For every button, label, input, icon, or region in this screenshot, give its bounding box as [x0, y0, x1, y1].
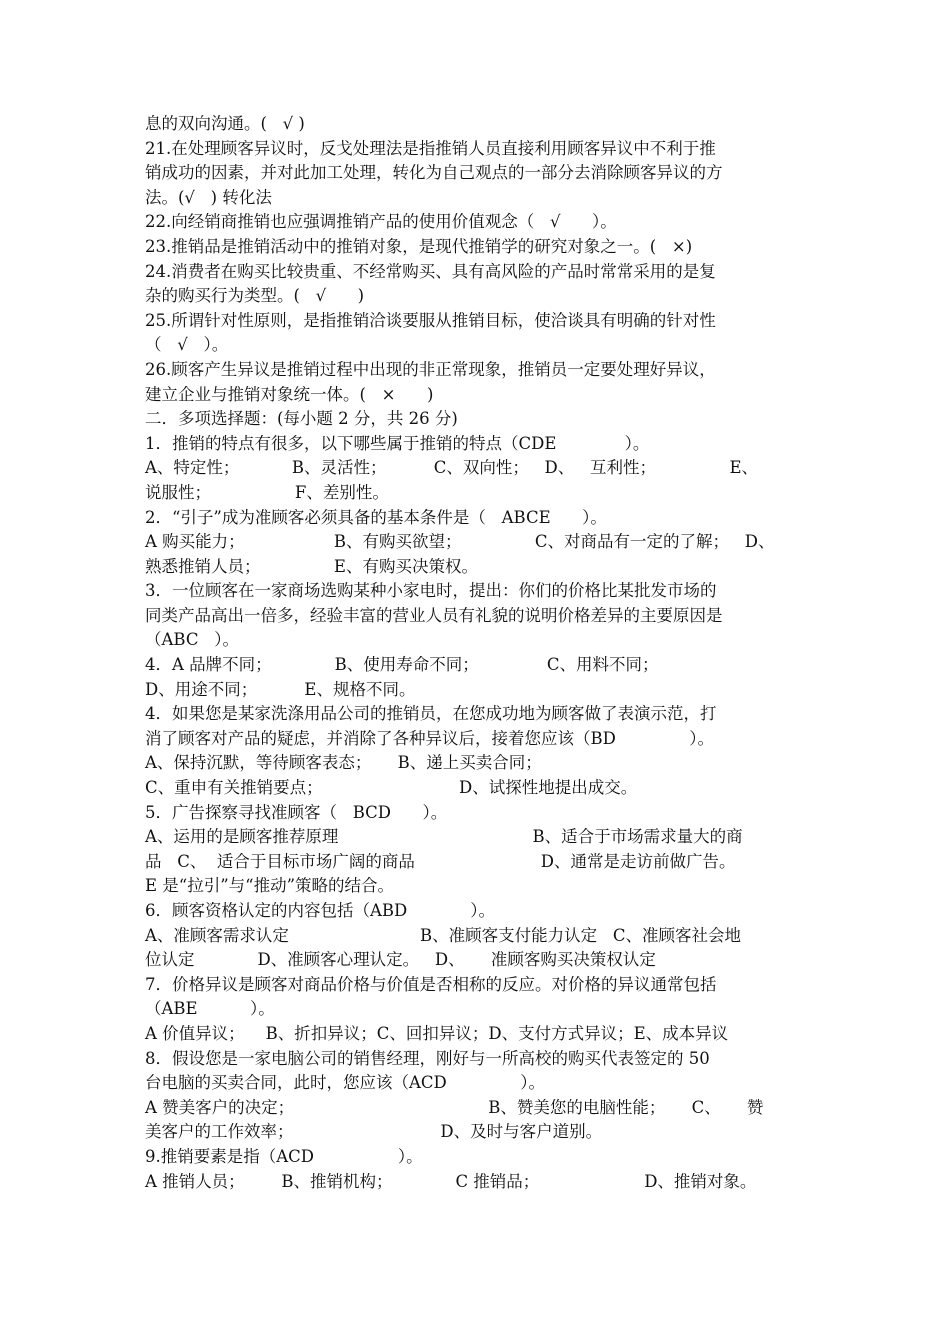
mc-question-4-options: A、保持沉默，等待顾客表态； B、递上买卖合同；	[145, 753, 542, 773]
mc-question-8-options: A 赞美客户的决定； B、赞美您的电脑性能； C、 赞	[145, 1097, 764, 1117]
mc-question-1-options: A、特定性； B、灵活性； C、双向性； D、 互利性； E、	[145, 458, 758, 478]
question-23: 23.推销品是推销活动中的推销对象，是现代推销学的研究对象之一。( ×)	[145, 236, 693, 256]
question-22: 22.向经销商推销也应强调推销产品的使用价值观念（ √ ）。	[145, 212, 617, 232]
mc-question-6-options: A、准顾客需求认定 B、准顾客支付能力认定 C、准顾客社会地	[145, 925, 742, 945]
mc-question-2: 2．“引子”成为准顾客必须具备的基本条件是（ ABCE ）。	[145, 507, 607, 527]
mc-question-9: 9.推销要素是指（ACD ）。	[145, 1146, 423, 1166]
text-line: 息的双向沟通。( √ )	[145, 114, 305, 133]
mc-question-4: 4．如果您是某家洗涤用品公司的推销员，在您成功地为顾客做了表演示范，打	[145, 704, 717, 724]
mc-question-7-options: A 价值异议； B、折扣异议；C、回扣异议；D、支付方式异议；E、成本异议	[145, 1023, 729, 1043]
mc-question-1: 1．推销的特点有很多，以下哪些属于推销的特点（CDE ）。	[145, 433, 650, 453]
mc-question-6: 6．顾客资格认定的内容包括（ABD ）。	[145, 901, 495, 920]
question-24-line-1: 24.消费者在购买比较贵重、不经常购买、具有高风险的产品时常常采用的是复	[145, 261, 716, 281]
question-24-line-2: 杂的购买行为类型。( √ )	[145, 286, 365, 306]
mc-question-2-options: A 购买能力； B、有购买欲望； C、对商品有一定的了解； D、	[145, 532, 775, 552]
question-25-line-2: （ √ ）。	[145, 335, 229, 355]
question-21-line-3: 法。(√ ) 转化法	[145, 187, 272, 207]
mc-question-5-options: A、运用的是顾客推荐原理 B、适合于市场需求量大的商	[145, 827, 743, 847]
mc-question-9-options: A 推销人员； B、推销机构； C 推销品； D、推销对象。	[145, 1171, 757, 1191]
question-21-line-2: 销成功的因素，并对此加工处理，转化为自己观点的一部分去消除顾客异议的方	[145, 163, 723, 183]
mc-question-7: （ABE ）。	[145, 999, 275, 1019]
mc-question-4-options: C、重申有关推销要点； D、试探性地提出成交。	[145, 778, 638, 798]
mc-question-6-options: 位认定 D、准顾客心理认定。 D、 准顾客购买决策权认定	[145, 950, 656, 970]
section-heading: 二．多项选择题：(每小题 2 分，共 26 分)	[145, 409, 458, 429]
mc-question-8-options: 美客户的工作效率； D、及时与客户道别。	[145, 1122, 603, 1142]
question-21-line-1: 21.在处理顾客异议时，反戈处理法是指推销人员直接利用顾客异议中不利于推	[145, 138, 716, 158]
question-26-line-2: 建立企业与推销对象统一体。( × )	[145, 384, 434, 404]
mc-question-7: 7．价格异议是顾客对商品价格与价值是否相称的反应。对价格的异议通常包括	[145, 974, 717, 994]
mc-question-1-options: 说服性； F、差别性。	[145, 482, 389, 502]
mc-question-5-options: 品 C、 适合于目标市场广阔的商品 D、通常是走访前做广告。	[145, 851, 736, 871]
mc-question-2-options: 熟悉推销人员； E、有购买决策权。	[145, 556, 478, 576]
mc-question-8: 8．假设您是一家电脑公司的销售经理，刚好与一所高校的购买代表签定的 50	[145, 1048, 710, 1068]
mc-question-8: 台电脑的买卖合同，此时，您应该（ACD ）。	[145, 1073, 545, 1093]
mc-question-5-options: E 是“拉引”与“推动”策略的结合。	[145, 876, 395, 896]
mc-question-5: 5．广告探察寻找准顾客（ BCD ）。	[145, 802, 448, 822]
mc-question-3-options: D、用途不同； E、规格不同。	[145, 679, 416, 699]
mc-question-3-options: 4．A 品牌不同； B、使用寿命不同； C、用料不同；	[145, 655, 659, 675]
document-body	[145, 112, 820, 1194]
question-26-line-1: 26.顾客产生异议是推销过程中出现的非正常现象，推销员一定要处理好异议，	[145, 359, 716, 379]
mc-question-4: 消了顾客对产品的疑虑，并消除了各种异议后，接着您应该（BD ）。	[145, 728, 715, 748]
mc-question-3: （ABC ）。	[145, 630, 239, 650]
mc-question-3: 3．一位顾客在一家商场选购某种小家电时，提出：你们的价格比某批发市场的	[145, 581, 717, 601]
question-25-line-1: 25.所谓针对性原则，是指推销洽谈要服从推销目标，使洽谈具有明确的针对性	[145, 310, 716, 330]
mc-question-3: 同类产品高出一倍多，经验丰富的营业人员有礼貌的说明价格差异的主要原因是	[145, 605, 723, 625]
